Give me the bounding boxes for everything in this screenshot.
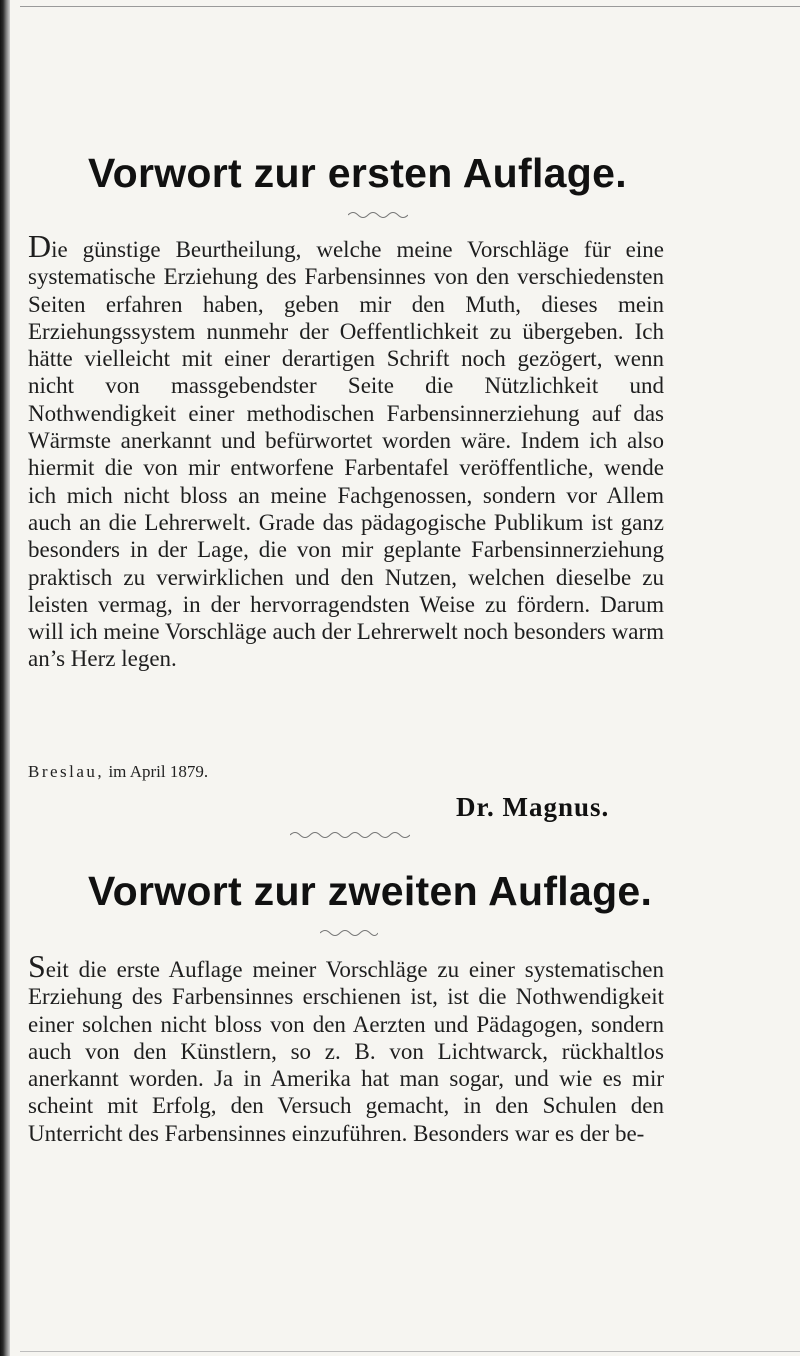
section1-paragraph [28,228,664,673]
section2-paragraph [28,948,664,1147]
wavy-ornament [348,210,408,220]
wavy-ornament-small [320,928,378,938]
section1-text: ie günstige Beurtheilung, welche meine Vorschläge für eine systematische Erziehung des Farbensinnes von den verschiedensten Seiten erfahren haben, geben mir den Muth, dieses mein Erziehungssystem nunmehr der Oeffentlichkeit zu übergeben. Ich hätte vielleicht mit einer derartigen Schrift noch gezögert, wenn nicht von massgebendster Seite die Nützlichkeit und Nothwendigkeit einer methodischen Farbensinnerziehung auf das Wärmste anerkannt und befürwortet worden wäre. Indem ich also hiermit die von mir entworfene Farbentafel veröffentliche, wende ich mich nicht bloss an meine Fachgenossen, sondern vor Allem auch an die Lehrerwelt. Grade das pädagogische Publikum ist ganz besonders in der Lage, die von mir geplante Farbensinnerziehung praktisch zu verwirklichen und den Nutzen, welchen dieselbe zu leisten vermag, in der hervorragendsten Weise zu fördern. Darum will ich meine Vorschläge auch der Lehrerwelt noch besonders warm an’s Herz legen. [28,237,664,672]
book-spine-shadow [0,0,10,1356]
drop-cap: S [28,948,46,984]
section2-title: Vorwort zur zweiten Auflage. [88,868,653,914]
place: Breslau, [28,762,105,781]
drop-cap: D [28,228,52,264]
author-signature: Dr. Magnus. [456,792,610,822]
place-date-line [28,762,208,782]
page-bottom-edge [20,1351,800,1352]
section1-title: Vorwort zur ersten Auflage. [88,150,627,196]
book-page [28,0,776,1356]
section2-text: eit die erste Auflage meiner Vorschläge zu einer systematischen Erziehung des Farbensinnes erschienen ist, ist die Nothwendigkeit einer solchen nicht bloss von den Aerzten und Pädagogen, sondern auch von den Künstlern, so z. B. von Lichtwarck, rückhaltlos anerkannt worden. Ja in Amerika hat man sogar, und wie es mir scheint mit Erfolg, den Versuch gemacht, in den Schulen den Unterricht des Farbensinnes einzuführen. Besonders war es der be- [28,957,664,1146]
date: im April 1879. [108,762,209,781]
wavy-ornament-long [290,830,410,840]
